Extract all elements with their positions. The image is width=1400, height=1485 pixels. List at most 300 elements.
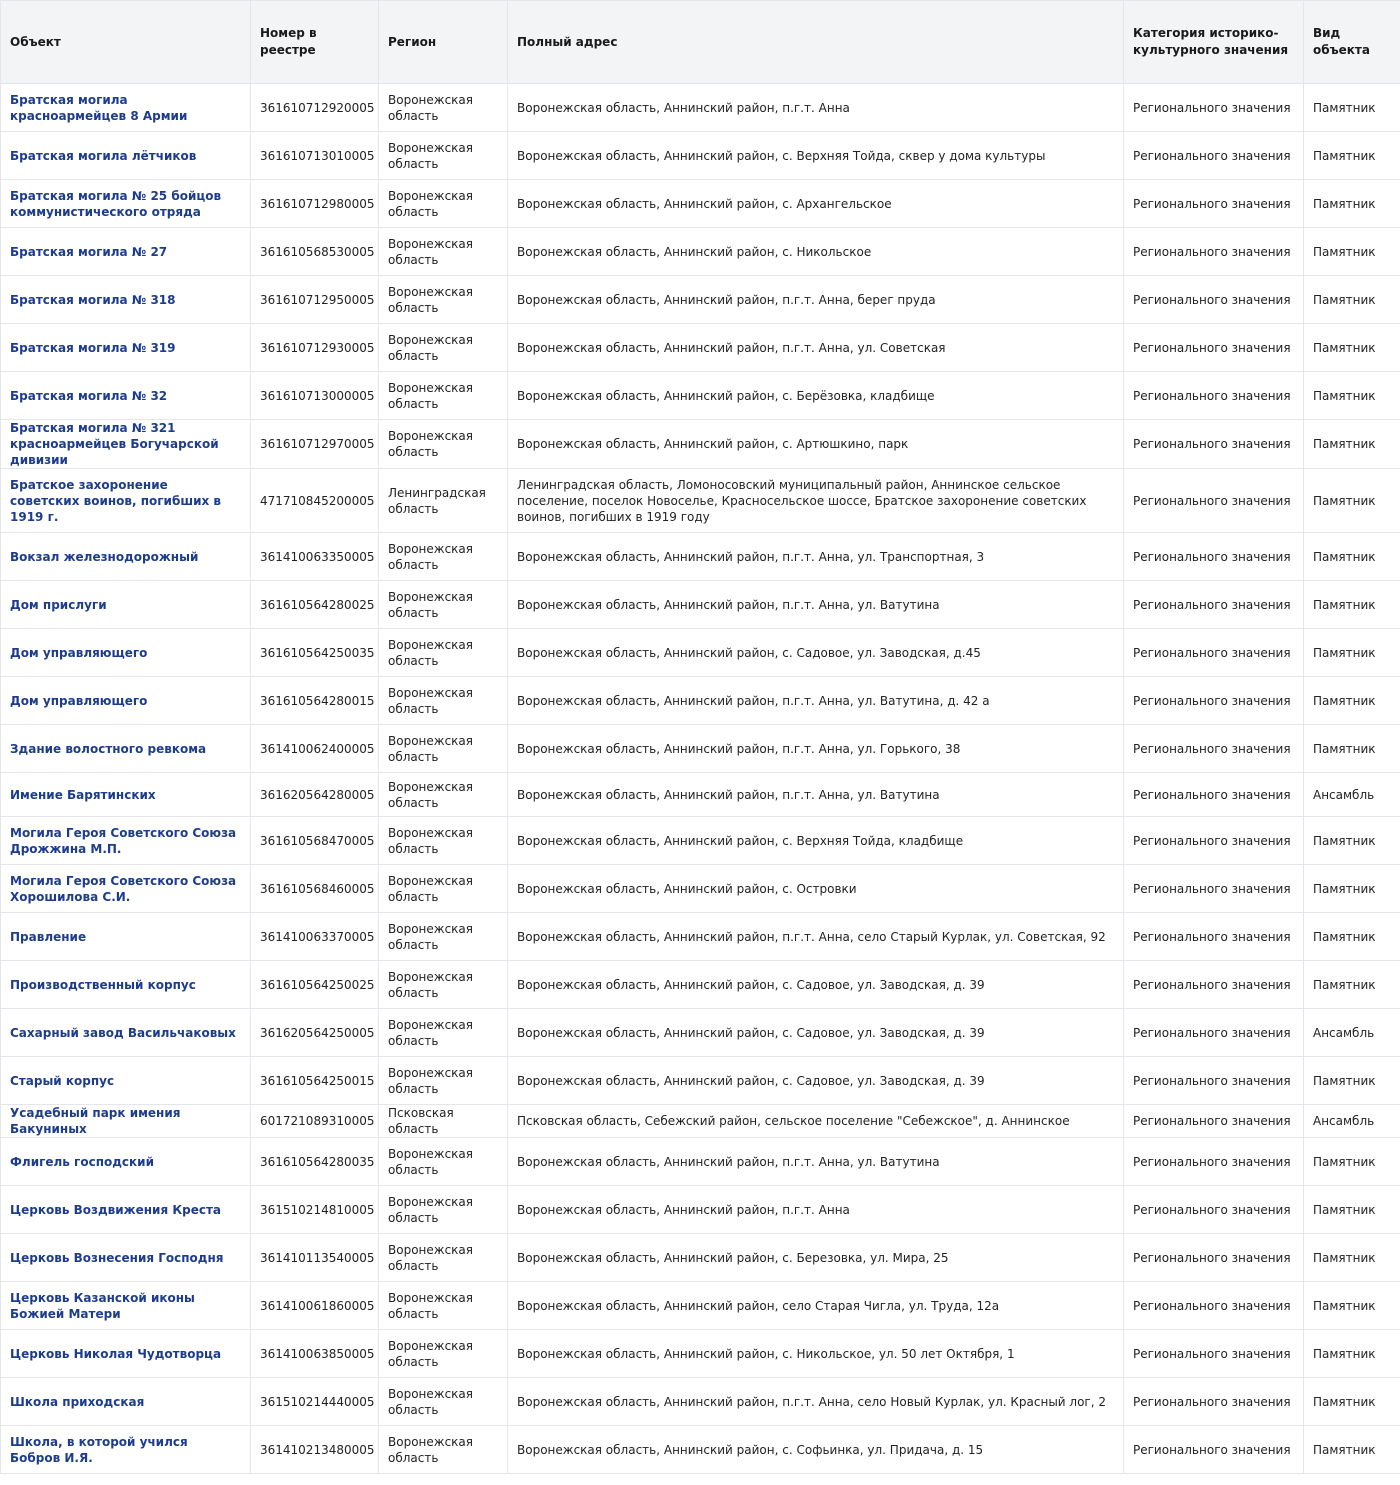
object-type-cell xyxy=(1304,1105,1400,1138)
object-cell xyxy=(1,469,251,533)
category-cell: Регионального значения xyxy=(1133,1346,1291,1361)
region-cell xyxy=(379,677,508,725)
registry-number xyxy=(251,372,379,420)
address-cell xyxy=(508,1330,1124,1378)
object-type-cell: Памятник xyxy=(1313,292,1376,307)
address-cell xyxy=(508,817,1124,865)
category-cell: Регионального значения xyxy=(1133,1442,1291,1457)
object-cell xyxy=(1,1282,251,1330)
registry-number xyxy=(251,1057,379,1105)
registry-number: 601721089310005 xyxy=(260,1114,375,1128)
region-cell xyxy=(379,1378,508,1426)
registry-number: 361410062400005 xyxy=(260,741,375,756)
region-cell xyxy=(379,961,508,1009)
registry-number xyxy=(251,533,379,581)
object-cell xyxy=(1,773,251,817)
object-cell xyxy=(1,1186,251,1234)
object-link[interactable]: Братская могила № 27 xyxy=(10,244,168,259)
object-type-cell: Памятник xyxy=(1313,148,1376,163)
address-cell: Ленинградская область, Ломоносовский муниципальный район, Аннинское сельское поселение, поселок Новоселье, Красносельское шоссе, Братское захоронение советских воинов, погибших в 1919 году xyxy=(517,477,1087,524)
registry-number xyxy=(251,1378,379,1426)
region-cell xyxy=(379,324,508,372)
object-link[interactable]: Имение Барятинских xyxy=(10,787,156,802)
category-cell: Регионального значения xyxy=(1133,787,1291,802)
object-type-cell: Памятник xyxy=(1313,388,1376,403)
region-cell: Воронежская область xyxy=(388,733,473,764)
region-cell xyxy=(379,817,508,865)
object-type-cell xyxy=(1304,725,1400,773)
address-cell: Воронежская область, Аннинский район, п.г.т. Анна, ул. Горького, 38 xyxy=(517,741,961,756)
table-row xyxy=(1,1234,1400,1282)
object-link[interactable]: Церковь Николая Чудотворца xyxy=(10,1346,222,1361)
registry-number xyxy=(251,1330,379,1378)
registry-number xyxy=(251,132,379,180)
table-row xyxy=(1,1378,1400,1426)
table-row xyxy=(1,180,1400,228)
region-cell xyxy=(379,372,508,420)
object-type-cell: Памятник xyxy=(1313,493,1376,508)
registry-number: 361610564280035 xyxy=(260,1154,375,1169)
table-row xyxy=(1,533,1400,581)
address-cell xyxy=(508,1426,1124,1474)
object-cell xyxy=(1,865,251,913)
category-cell: Регионального значения xyxy=(1133,833,1291,848)
category-cell xyxy=(1124,469,1304,533)
registry-number xyxy=(251,1105,379,1138)
table-body xyxy=(1,84,1400,1474)
object-type-cell xyxy=(1304,913,1400,961)
table-row xyxy=(1,773,1400,817)
object-type-cell xyxy=(1304,533,1400,581)
object-type-cell: Памятник xyxy=(1313,1250,1376,1265)
table-row xyxy=(1,469,1400,533)
category-cell: Регионального значения xyxy=(1133,1298,1291,1313)
registry-number: 361610712930005 xyxy=(260,340,375,355)
object-cell xyxy=(1,629,251,677)
object-type-cell xyxy=(1304,1282,1400,1330)
object-cell xyxy=(1,132,251,180)
registry-number: 361510214440005 xyxy=(260,1394,375,1409)
category-cell xyxy=(1124,1057,1304,1105)
object-type-cell: Памятник xyxy=(1313,1298,1376,1313)
object-type-cell: Ансамбль xyxy=(1313,1114,1375,1128)
category-cell xyxy=(1124,1330,1304,1378)
registry-number xyxy=(251,629,379,677)
object-link[interactable]: Церковь Казанской иконы Божией Матери xyxy=(10,1290,195,1321)
object-type-cell: Памятник xyxy=(1313,1073,1376,1088)
address-cell xyxy=(508,84,1124,132)
category-cell xyxy=(1124,276,1304,324)
category-cell: Регионального значения xyxy=(1133,881,1291,896)
object-cell xyxy=(1,1378,251,1426)
address-cell: Воронежская область, Аннинский район, п.г.т. Анна, ул. Советская xyxy=(517,340,946,355)
category-cell: Регионального значения xyxy=(1133,340,1291,355)
category-cell: Регионального значения xyxy=(1133,1202,1291,1217)
region-cell: Воронежская область xyxy=(388,332,473,363)
registry-number: 361610712970005 xyxy=(260,437,375,451)
object-type-cell xyxy=(1304,1057,1400,1105)
address-cell: Воронежская область, Аннинский район, с. Верхняя Тойда, кладбище xyxy=(517,833,964,848)
object-link[interactable]: Старый корпус xyxy=(10,1073,115,1088)
address-cell xyxy=(508,276,1124,324)
category-cell: Регионального значения xyxy=(1133,1114,1291,1128)
object-type-cell: Памятник xyxy=(1313,881,1376,896)
object-link[interactable]: Школа, в которой учился Бобров И.Я. xyxy=(10,1434,188,1465)
registry-number xyxy=(251,324,379,372)
table-row xyxy=(1,132,1400,180)
region-cell: Воронежская область xyxy=(388,140,473,171)
column-header-number[interactable]: Номер в реестре xyxy=(251,1,379,84)
category-cell xyxy=(1124,1282,1304,1330)
region-cell xyxy=(379,132,508,180)
registry-number: 361610712950005 xyxy=(260,292,375,307)
registry-number xyxy=(251,228,379,276)
table-row xyxy=(1,725,1400,773)
table-row xyxy=(1,913,1400,961)
column-header-object[interactable]: Объект xyxy=(1,1,251,84)
object-type-cell xyxy=(1304,228,1400,276)
object-type-cell: Памятник xyxy=(1313,549,1376,564)
object-type-cell xyxy=(1304,629,1400,677)
registry-number: 361510214810005 xyxy=(260,1202,375,1217)
region-cell: Воронежская область xyxy=(388,236,473,267)
object-link[interactable]: Школа приходская xyxy=(10,1394,145,1409)
address-cell: Воронежская область, Аннинский район, с. Островки xyxy=(517,881,857,896)
object-link[interactable]: Братская могила № 32 xyxy=(10,388,168,403)
object-type-cell: Памятник xyxy=(1313,1202,1376,1217)
object-cell xyxy=(1,228,251,276)
object-type-cell xyxy=(1304,132,1400,180)
region-cell xyxy=(379,581,508,629)
object-link[interactable]: Церковь Вознесения Господня xyxy=(10,1250,224,1265)
object-type-cell xyxy=(1304,420,1400,469)
object-type-cell xyxy=(1304,865,1400,913)
object-cell xyxy=(1,725,251,773)
address-cell: Воронежская область, Аннинский район, село Старая Чигла, ул. Труда, 12а xyxy=(517,1298,1000,1313)
registry-number: 361610568530005 xyxy=(260,244,375,259)
address-cell xyxy=(508,1138,1124,1186)
address-cell: Воронежская область, Аннинский район, п.г.т. Анна xyxy=(517,1202,850,1217)
object-type-cell: Памятник xyxy=(1313,977,1376,992)
object-link[interactable]: Правление xyxy=(10,929,87,944)
object-type-cell xyxy=(1304,677,1400,725)
object-cell xyxy=(1,1057,251,1105)
object-cell xyxy=(1,1234,251,1282)
address-cell: Воронежская область, Аннинский район, п.г.т. Анна xyxy=(517,100,850,115)
object-link[interactable]: Вокзал железнодорожный xyxy=(10,549,199,564)
object-type-cell: Памятник xyxy=(1313,929,1376,944)
object-link[interactable]: Братская могила № 321 красноармейцев Богучарской дивизии xyxy=(10,421,219,467)
table-row xyxy=(1,420,1400,469)
category-cell xyxy=(1124,1009,1304,1057)
address-cell xyxy=(508,961,1124,1009)
object-cell xyxy=(1,1138,251,1186)
object-link[interactable]: Могила Героя Советского Союза Хорошилова С.И. xyxy=(10,873,237,904)
region-cell xyxy=(379,1330,508,1378)
object-link[interactable]: Могила Героя Советского Союза Дрожжина М.П. xyxy=(10,825,237,856)
object-link[interactable]: Дом управляющего xyxy=(10,693,148,708)
object-cell xyxy=(1,581,251,629)
address-cell xyxy=(508,1105,1124,1138)
table-row xyxy=(1,1138,1400,1186)
category-cell: Регионального значения xyxy=(1133,1025,1291,1040)
address-cell xyxy=(508,677,1124,725)
region-cell: Воронежская область xyxy=(388,1017,473,1048)
column-header-address[interactable]: Полный адрес xyxy=(508,1,1124,84)
object-cell xyxy=(1,276,251,324)
registry-number xyxy=(251,913,379,961)
address-cell xyxy=(508,324,1124,372)
address-cell: Воронежская область, Аннинский район, с. Садовое, ул. Заводская, д. 39 xyxy=(517,977,985,992)
object-link[interactable]: Братское захоронение советских воинов, погибших в 1919 г. xyxy=(10,477,221,524)
object-cell xyxy=(1,372,251,420)
region-cell xyxy=(379,865,508,913)
address-cell: Воронежская область, Аннинский район, с. Верхняя Тойда, сквер у дома культуры xyxy=(517,148,1046,163)
address-cell: Воронежская область, Аннинский район, с. Березовка, ул. Мира, 25 xyxy=(517,1250,949,1265)
object-type-cell xyxy=(1304,1009,1400,1057)
registry-number xyxy=(251,420,379,469)
registry-number xyxy=(251,1282,379,1330)
object-cell xyxy=(1,817,251,865)
registry-number xyxy=(251,1138,379,1186)
address-cell: Воронежская область, Аннинский район, п.г.т. Анна, ул. Ватутина xyxy=(517,787,940,802)
object-type-cell xyxy=(1304,1426,1400,1474)
category-cell xyxy=(1124,773,1304,817)
registry-number xyxy=(251,1234,379,1282)
region-cell: Воронежская область xyxy=(388,429,473,459)
category-cell xyxy=(1124,677,1304,725)
address-cell xyxy=(508,913,1124,961)
address-cell xyxy=(508,228,1124,276)
category-cell: Регионального значения xyxy=(1133,645,1291,660)
address-cell xyxy=(508,372,1124,420)
object-type-cell: Памятник xyxy=(1313,645,1376,660)
table-row xyxy=(1,961,1400,1009)
address-cell xyxy=(508,469,1124,533)
object-type-cell xyxy=(1304,469,1400,533)
category-cell: Регионального значения xyxy=(1133,929,1291,944)
address-cell: Воронежская область, Аннинский район, с. Садовое, ул. Заводская, д. 39 xyxy=(517,1025,985,1040)
region-cell: Воронежская область xyxy=(388,1146,473,1177)
category-cell: Регионального значения xyxy=(1133,244,1291,259)
address-cell xyxy=(508,865,1124,913)
column-header-type[interactable]: Вид объекта xyxy=(1304,1,1400,84)
object-type-cell: Памятник xyxy=(1313,1442,1376,1457)
registry-number xyxy=(251,180,379,228)
region-cell: Воронежская область xyxy=(388,969,473,1000)
object-link[interactable]: Церковь Воздвижения Креста xyxy=(10,1202,222,1217)
registry-number: 361610568470005 xyxy=(260,833,375,848)
object-cell xyxy=(1,1009,251,1057)
registry-number: 361610713010005 xyxy=(260,148,375,163)
registry-number: 361410063850005 xyxy=(260,1346,375,1361)
column-header-category[interactable]: Категория историко-культурного значения xyxy=(1124,1,1304,84)
registry-number: 361620564250005 xyxy=(260,1025,375,1040)
region-cell xyxy=(379,1009,508,1057)
category-cell xyxy=(1124,1186,1304,1234)
address-cell: Воронежская область, Аннинский район, с. Берёзовка, кладбище xyxy=(517,388,935,403)
category-cell: Регионального значения xyxy=(1133,100,1291,115)
object-type-cell: Памятник xyxy=(1313,597,1376,612)
column-header-region[interactable]: Регион xyxy=(379,1,508,84)
object-type-cell xyxy=(1304,1138,1400,1186)
category-cell xyxy=(1124,1378,1304,1426)
object-link[interactable]: Здание волостного ревкома xyxy=(10,741,207,756)
object-type-cell xyxy=(1304,961,1400,1009)
table-row xyxy=(1,228,1400,276)
registry-number: 361410061860005 xyxy=(260,1298,375,1313)
registry-number: 361610564250035 xyxy=(260,645,375,660)
table-row xyxy=(1,84,1400,132)
registry-number xyxy=(251,865,379,913)
object-type-cell xyxy=(1304,773,1400,817)
category-cell xyxy=(1124,372,1304,420)
region-cell: Ленинградская область xyxy=(388,485,486,516)
registry-number: 361610564250025 xyxy=(260,977,375,992)
address-cell: Воронежская область, Аннинский район, с. Никольское xyxy=(517,244,872,259)
category-cell xyxy=(1124,533,1304,581)
address-cell xyxy=(508,132,1124,180)
registry-number xyxy=(251,677,379,725)
category-cell: Регионального значения xyxy=(1133,977,1291,992)
region-cell: Псковская область xyxy=(388,1106,454,1136)
registry-number: 361410113540005 xyxy=(260,1250,375,1265)
address-cell: Воронежская область, Аннинский район, с. Садовое, ул. Заводская, д. 39 xyxy=(517,1073,985,1088)
region-cell: Воронежская область xyxy=(388,1434,473,1465)
object-link[interactable]: Усадебный парк имения Бакуниных xyxy=(10,1106,181,1136)
registry-number: 361410213480005 xyxy=(260,1442,375,1457)
object-type-cell xyxy=(1304,1234,1400,1282)
registry-number xyxy=(251,817,379,865)
registry-number xyxy=(251,961,379,1009)
object-type-cell: Памятник xyxy=(1313,833,1376,848)
category-cell xyxy=(1124,629,1304,677)
category-cell xyxy=(1124,581,1304,629)
address-cell: Воронежская область, Аннинский район, п.г.т. Анна, берег пруда xyxy=(517,292,936,307)
region-cell: Воронежская область xyxy=(388,541,473,572)
category-cell: Регионального значения xyxy=(1133,292,1291,307)
object-cell xyxy=(1,913,251,961)
object-cell xyxy=(1,677,251,725)
table-row xyxy=(1,865,1400,913)
category-cell xyxy=(1124,913,1304,961)
object-link[interactable]: Производственный корпус xyxy=(10,977,196,992)
registry-number: 361610568460005 xyxy=(260,881,375,896)
address-cell: Воронежская область, Аннинский район, п.г.т. Анна, село Старый Курлак, ул. Советская, 92 xyxy=(517,929,1106,944)
category-cell xyxy=(1124,1138,1304,1186)
object-cell xyxy=(1,1330,251,1378)
category-cell: Регионального значения xyxy=(1133,1154,1291,1169)
registry-number xyxy=(251,773,379,817)
region-cell: Воронежская область xyxy=(388,1290,473,1321)
table-row xyxy=(1,324,1400,372)
registry-number: 361620564280005 xyxy=(260,787,375,802)
object-link[interactable]: Сахарный завод Васильчаковых xyxy=(10,1025,236,1040)
region-cell xyxy=(379,1426,508,1474)
category-cell xyxy=(1124,180,1304,228)
object-type-cell: Памятник xyxy=(1313,196,1376,211)
address-cell xyxy=(508,773,1124,817)
table-row xyxy=(1,817,1400,865)
object-type-cell xyxy=(1304,372,1400,420)
address-cell xyxy=(508,1234,1124,1282)
category-cell: Регионального значения xyxy=(1133,1250,1291,1265)
object-link[interactable]: Флигель господский xyxy=(10,1154,154,1169)
address-cell xyxy=(508,629,1124,677)
object-type-cell: Памятник xyxy=(1313,1154,1376,1169)
object-cell xyxy=(1,84,251,132)
region-cell xyxy=(379,1186,508,1234)
table-header-row xyxy=(1,1,1400,84)
category-cell xyxy=(1124,961,1304,1009)
category-cell: Регионального значения xyxy=(1133,741,1291,756)
object-link[interactable]: Братская могила № 319 xyxy=(10,340,176,355)
object-link[interactable]: Дом прислуги xyxy=(10,597,107,612)
category-cell xyxy=(1124,1426,1304,1474)
region-cell xyxy=(379,420,508,469)
object-link[interactable]: Братская могила № 318 xyxy=(10,292,176,307)
object-type-cell xyxy=(1304,84,1400,132)
object-link[interactable]: Братская могила красноармейцев 8 Армии xyxy=(10,92,188,123)
registry-number xyxy=(251,1186,379,1234)
address-cell: Псковская область, Себежский район, сельское поселение "Себежское", д. Аннинское xyxy=(517,1114,1070,1128)
category-cell xyxy=(1124,132,1304,180)
category-cell: Регионального значения xyxy=(1133,148,1291,163)
region-cell: Воронежская область xyxy=(388,380,473,411)
category-cell: Регионального значения xyxy=(1133,196,1291,211)
region-cell xyxy=(379,913,508,961)
region-cell xyxy=(379,1138,508,1186)
registry-number xyxy=(251,84,379,132)
table-row xyxy=(1,276,1400,324)
object-link[interactable]: Братская могила № 25 бойцов коммунистического отряда xyxy=(10,188,222,219)
region-cell: Воронежская область xyxy=(388,92,473,123)
address-cell: Воронежская область, Аннинский район, с. Никольское, ул. 50 лет Октября, 1 xyxy=(517,1346,1015,1361)
region-cell xyxy=(379,276,508,324)
object-type-cell xyxy=(1304,1330,1400,1378)
registry-number xyxy=(251,581,379,629)
object-link[interactable]: Братская могила лётчиков xyxy=(10,148,197,163)
category-cell: Регионального значения xyxy=(1133,493,1291,508)
address-cell: Воронежская область, Аннинский район, п.г.т. Анна, ул. Ватутина xyxy=(517,1154,940,1169)
category-cell xyxy=(1124,84,1304,132)
region-cell: Воронежская область xyxy=(388,1242,473,1273)
region-cell: Воронежская область xyxy=(388,188,473,219)
object-link[interactable]: Дом управляющего xyxy=(10,645,148,660)
category-cell: Регионального значения xyxy=(1133,1073,1291,1088)
registry-number: 361610564250015 xyxy=(260,1073,375,1088)
address-cell: Воронежская область, Аннинский район, с. Софьинка, ул. Придача, д. 15 xyxy=(517,1442,984,1457)
region-cell xyxy=(379,629,508,677)
region-cell: Воронежская область xyxy=(388,873,473,904)
region-cell: Воронежская область xyxy=(388,284,473,315)
category-cell: Регионального значения xyxy=(1133,549,1291,564)
region-cell: Воронежская область xyxy=(388,921,473,952)
object-type-cell xyxy=(1304,1186,1400,1234)
region-cell: Воронежская область xyxy=(388,825,473,856)
category-cell xyxy=(1124,1105,1304,1138)
object-type-cell: Памятник xyxy=(1313,437,1376,451)
region-cell: Воронежская область xyxy=(388,1065,473,1096)
object-type-cell: Памятник xyxy=(1313,741,1376,756)
region-cell: Воронежская область xyxy=(388,637,473,668)
address-cell xyxy=(508,1009,1124,1057)
table-row xyxy=(1,1282,1400,1330)
object-type-cell xyxy=(1304,276,1400,324)
region-cell: Воронежская область xyxy=(388,685,473,716)
region-cell xyxy=(379,84,508,132)
object-cell xyxy=(1,180,251,228)
